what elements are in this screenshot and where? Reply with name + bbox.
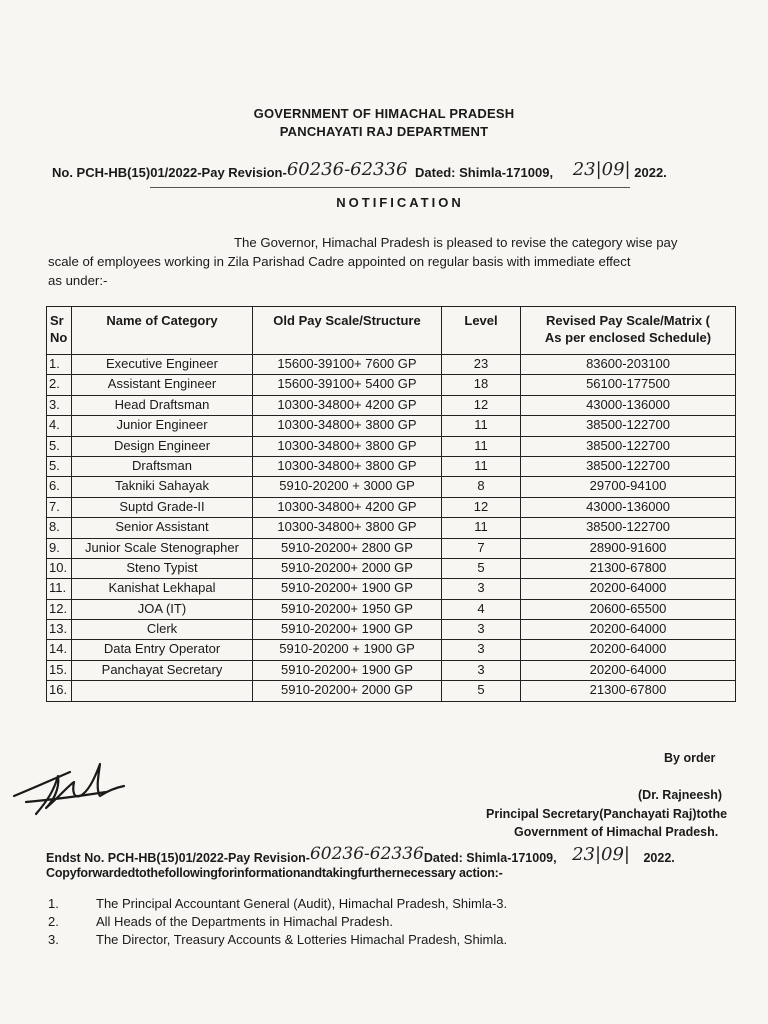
table-row: 1. Executive Engineer 15600-39100+ 7600 GP 23 83600-203100 bbox=[47, 355, 736, 375]
reference-dated: Dated: Shimla-171009, bbox=[415, 165, 554, 180]
intro-line-2: scale of employees working in Zila Parishad Cadre appointed on regular basis with immediate effect bbox=[48, 254, 631, 269]
table-row: 5. Draftsman 10300-34800+ 3800 GP 11 38500-122700 bbox=[47, 456, 736, 476]
col-header-old-scale: Old Pay Scale/Structure bbox=[253, 307, 442, 355]
header-department: PANCHAYATI RAJ DEPARTMENT bbox=[279, 124, 489, 139]
handwritten-date: 23|09| bbox=[572, 159, 631, 180]
signatory-designation-2: Government of Himachal Pradesh. bbox=[514, 825, 719, 839]
table-row: 6. Takniki Sahayak 5910-20200 + 3000 GP 8 29700-94100 bbox=[47, 477, 736, 497]
signatory-designation-1: Principal Secretary(Panchayati Raj)tothe bbox=[486, 807, 728, 821]
endorsement-handwritten-number: 60236-62336 bbox=[309, 844, 424, 864]
divider-line bbox=[150, 187, 630, 188]
col-header-level: Level bbox=[442, 307, 521, 355]
recipient-item: 2. All Heads of the Departments in Himachal Pradesh. bbox=[48, 914, 393, 929]
intro-line-1: The Governor, Himachal Pradesh is pleased to revise the category wise pay bbox=[234, 235, 678, 250]
table-row: 10. Steno Typist 5910-20200+ 2000 GP 5 21300-67800 bbox=[47, 558, 736, 578]
table-row: 2. Assistant Engineer 15600-39100+ 5400 GP 18 56100-177500 bbox=[47, 375, 736, 395]
by-order: By order bbox=[664, 751, 716, 765]
table-row: 3. Head Draftsman 10300-34800+ 4200 GP 12 43000-136000 bbox=[47, 395, 736, 415]
table-row: 16. 5910-20200+ 2000 GP 5 21300-67800 bbox=[47, 681, 736, 701]
endorsement-dated: Dated: Shimla-171009, bbox=[423, 851, 557, 865]
signature-image bbox=[8, 756, 148, 818]
notification-title: NOTIFICATION bbox=[336, 195, 464, 210]
recipient-item: 1. The Principal Accountant General (Audit), Himachal Pradesh, Shimla-3. bbox=[48, 896, 508, 911]
table-row: 11. Kanishat Lekhapal 5910-20200+ 1900 GP 3 20200-64000 bbox=[47, 579, 736, 599]
recipient-item: 3. The Director, Treasury Accounts & Lotteries Himachal Pradesh, Shimla. bbox=[48, 932, 508, 947]
reference-year: 2022. bbox=[634, 165, 667, 180]
table-row: 12. JOA (IT) 5910-20200+ 1950 GP 4 20600-65500 bbox=[47, 599, 736, 619]
table-row: 4. Junior Engineer 10300-34800+ 3800 GP 11 38500-122700 bbox=[47, 416, 736, 436]
intro-paragraph bbox=[48, 233, 748, 290]
reference-number-prefix: No. PCH-HB(15)01/2022-Pay Revision- bbox=[52, 165, 287, 180]
table-row: 5. Design Engineer 10300-34800+ 3800 GP 11 38500-122700 bbox=[47, 436, 736, 456]
reference-line bbox=[52, 161, 667, 182]
endorsement-handwritten-date: 23|09| bbox=[572, 844, 630, 865]
table-row: 7. Suptd Grade-II 10300-34800+ 4200 GP 12 43000-136000 bbox=[47, 497, 736, 517]
table-row: 14. Data Entry Operator 5910-20200 + 1900 GP 3 20200-64000 bbox=[47, 640, 736, 660]
intro-line-3: as under:- bbox=[48, 273, 108, 288]
table-header-row bbox=[47, 307, 736, 355]
endorsement-year: 2022. bbox=[643, 851, 675, 865]
handwritten-number: 60236-62336 bbox=[286, 159, 408, 180]
copy-forward-line: Copyforwardedtothefollowingforinformationandtakingfurthernecessary action:- bbox=[46, 866, 503, 880]
table-row: 9. Junior Scale Stenographer 5910-20200+ 2800 GP 7 28900-91600 bbox=[47, 538, 736, 558]
endorsement-line bbox=[46, 846, 675, 867]
table-row: 8. Senior Assistant 10300-34800+ 3800 GP 11 38500-122700 bbox=[47, 518, 736, 538]
pay-scale-table bbox=[46, 306, 736, 702]
table-row: 13. Clerk 5910-20200+ 1900 GP 3 20200-64000 bbox=[47, 620, 736, 640]
table-row: 15. Panchayat Secretary 5910-20200+ 1900 GP 3 20200-64000 bbox=[47, 660, 736, 680]
col-header-revised-scale: Revised Pay Scale/Matrix ( As per enclosed Schedule) bbox=[521, 307, 736, 355]
signatory-name: (Dr. Rajneesh) bbox=[638, 788, 723, 802]
col-header-sr: Sr No bbox=[47, 307, 72, 355]
col-header-name: Name of Category bbox=[72, 307, 253, 355]
endorsement-number-prefix: Endst No. PCH-HB(15)01/2022-Pay Revision- bbox=[46, 851, 310, 865]
header-government: GOVERNMENT OF HIMACHAL PRADESH bbox=[253, 106, 515, 121]
